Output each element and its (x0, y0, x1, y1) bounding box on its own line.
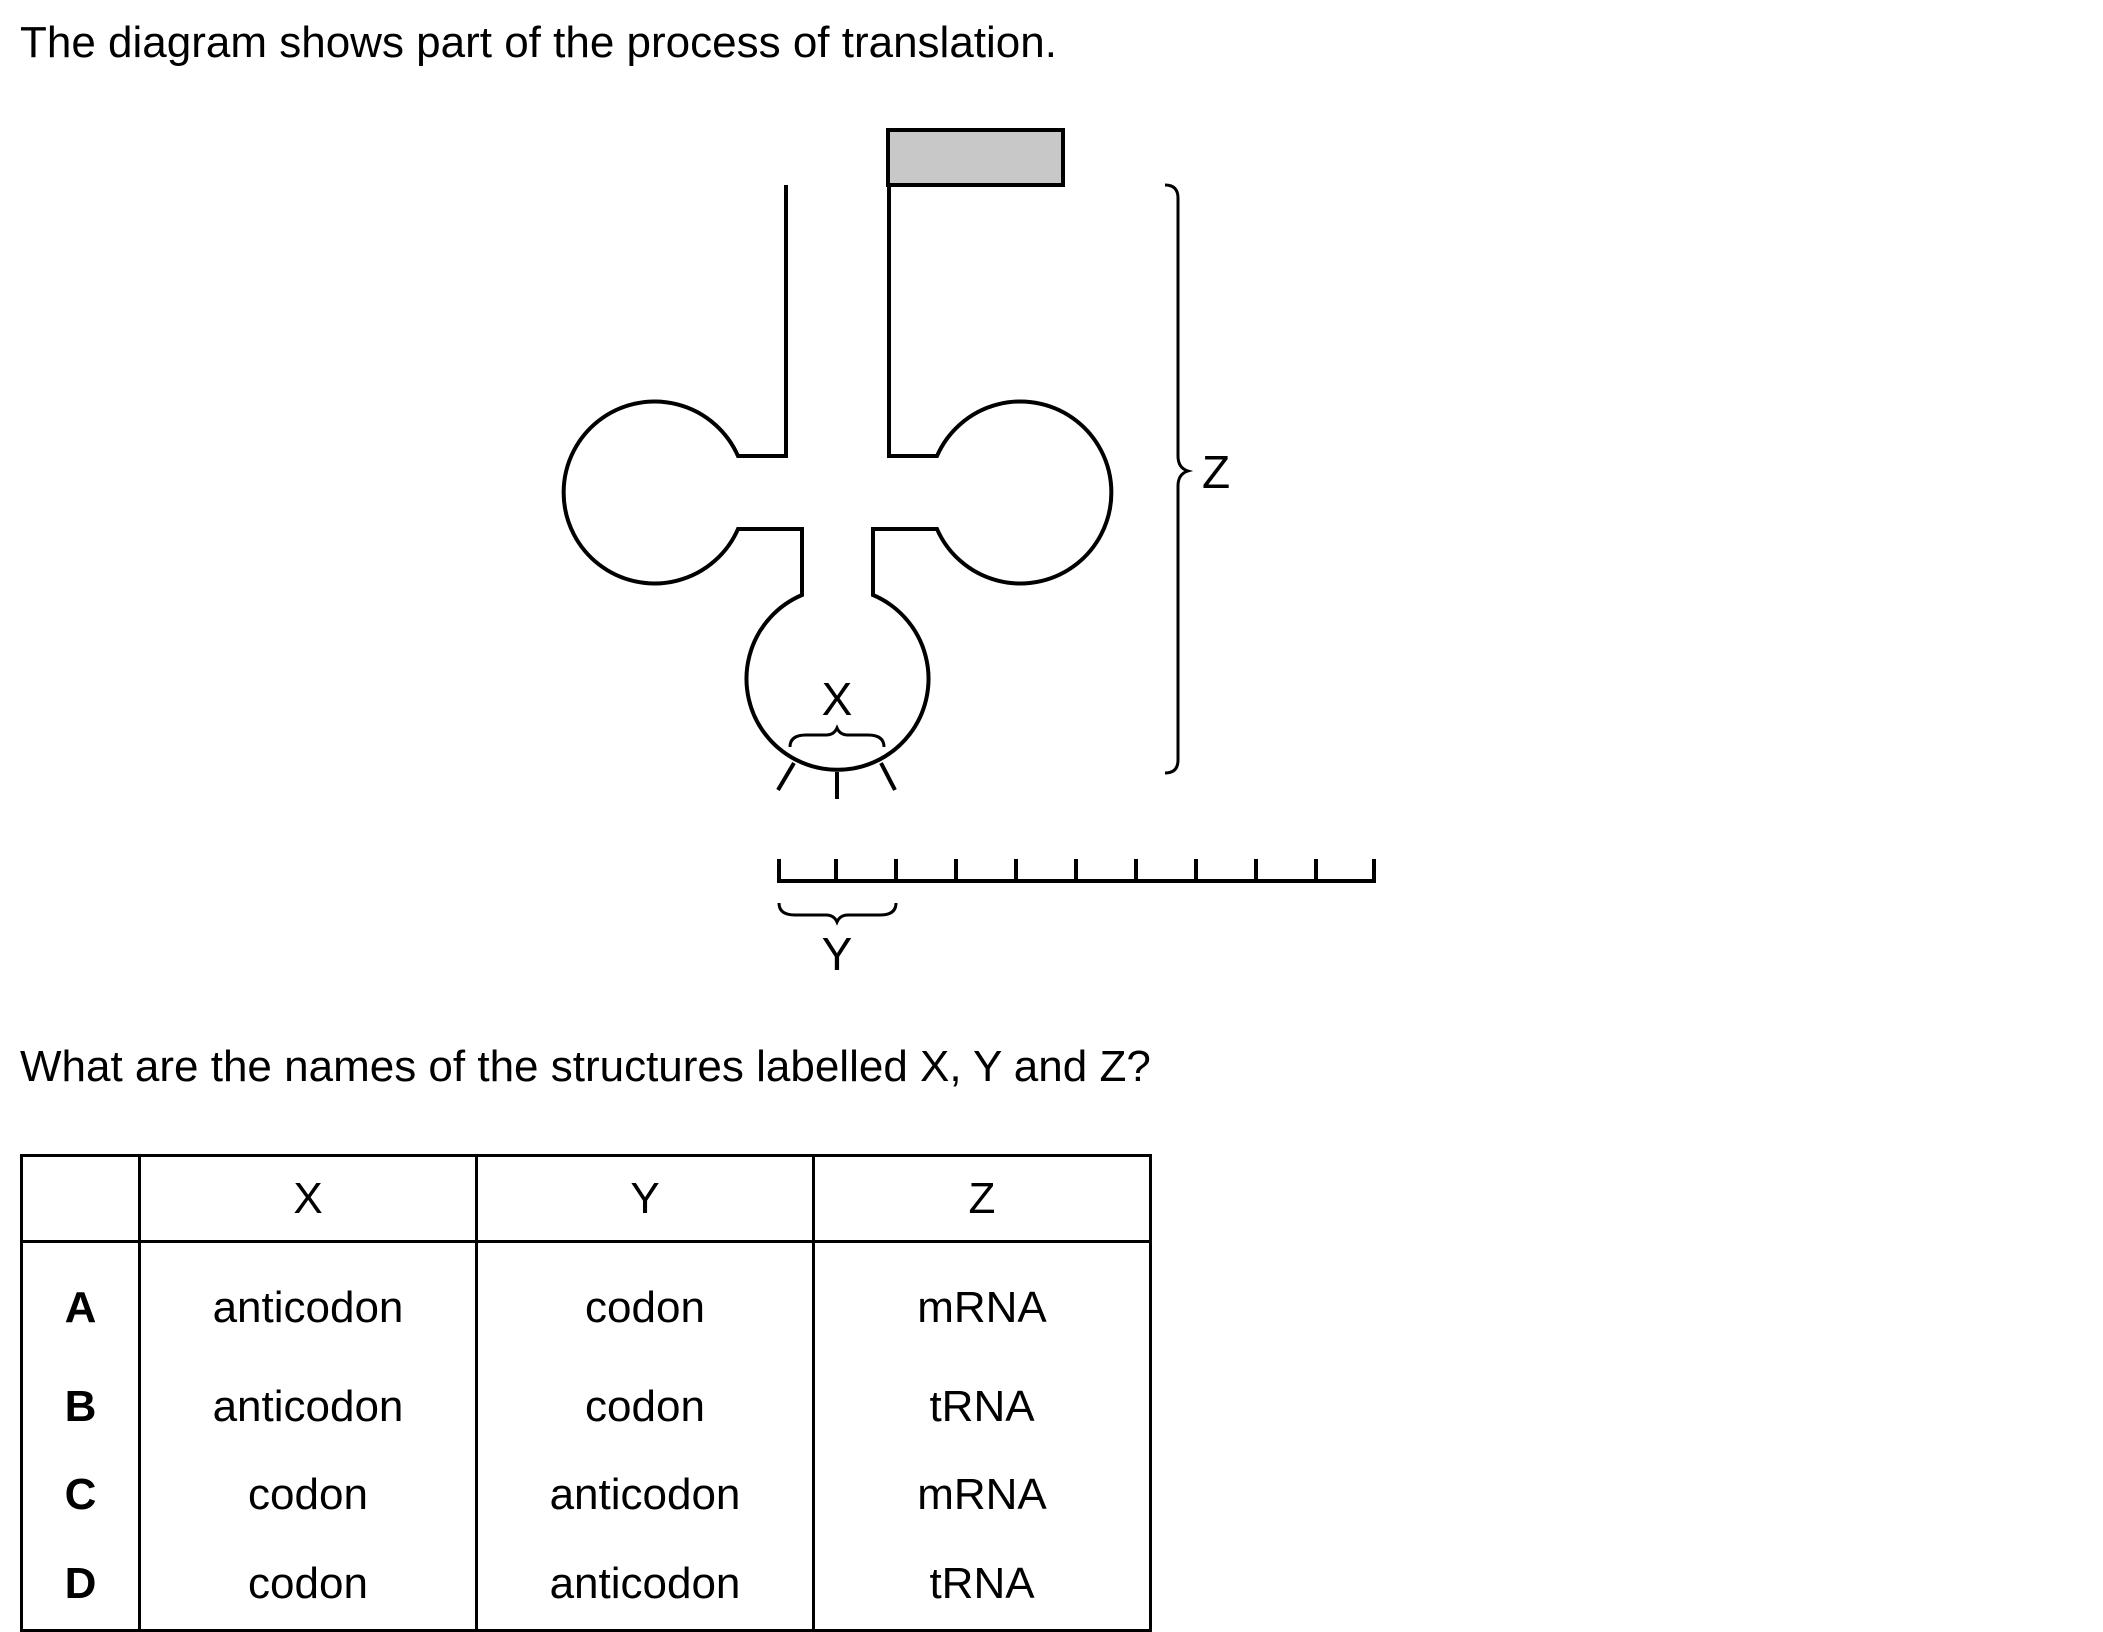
label-y: Y (821, 928, 853, 980)
anticodon-base-3 (881, 763, 895, 790)
header-blank (22, 1156, 140, 1242)
cell-y: anticodon (477, 1451, 814, 1539)
option-letter: B (22, 1363, 140, 1451)
anticodon-base-1 (778, 763, 794, 790)
header-y: Y (477, 1156, 814, 1242)
header-x: X (140, 1156, 477, 1242)
option-letter: C (22, 1451, 140, 1539)
header-z: Z (814, 1156, 1151, 1242)
table-row (22, 1539, 1151, 1631)
question-text: What are the names of the structures labelled X, Y and Z? (20, 1042, 1151, 1091)
cell-z: mRNA (814, 1242, 1151, 1364)
option-letter: A (22, 1242, 140, 1364)
cell-z: tRNA (814, 1363, 1151, 1451)
cell-x: anticodon (140, 1363, 477, 1451)
label-z: Z (1202, 446, 1231, 498)
cell-y: codon (477, 1363, 814, 1451)
table-row (22, 1451, 1151, 1539)
cell-x: anticodon (140, 1242, 477, 1364)
table-header-row (22, 1156, 1151, 1242)
cell-x: codon (140, 1539, 477, 1631)
amino-acid-block (888, 130, 1063, 185)
cell-z: mRNA (814, 1451, 1151, 1539)
y-brace (779, 903, 896, 922)
cell-x: codon (140, 1451, 477, 1539)
table-row (22, 1242, 1151, 1364)
answer-table (20, 1154, 1152, 1632)
cell-y: anticodon (477, 1539, 814, 1631)
option-letter: D (22, 1539, 140, 1631)
label-x: X (821, 673, 853, 725)
cell-z: tRNA (814, 1539, 1151, 1631)
intro-text: The diagram shows part of the process of translation. (20, 18, 1057, 67)
z-brace (1165, 185, 1188, 773)
cell-y: codon (477, 1242, 814, 1364)
x-brace (790, 728, 884, 747)
table-row (22, 1363, 1151, 1451)
